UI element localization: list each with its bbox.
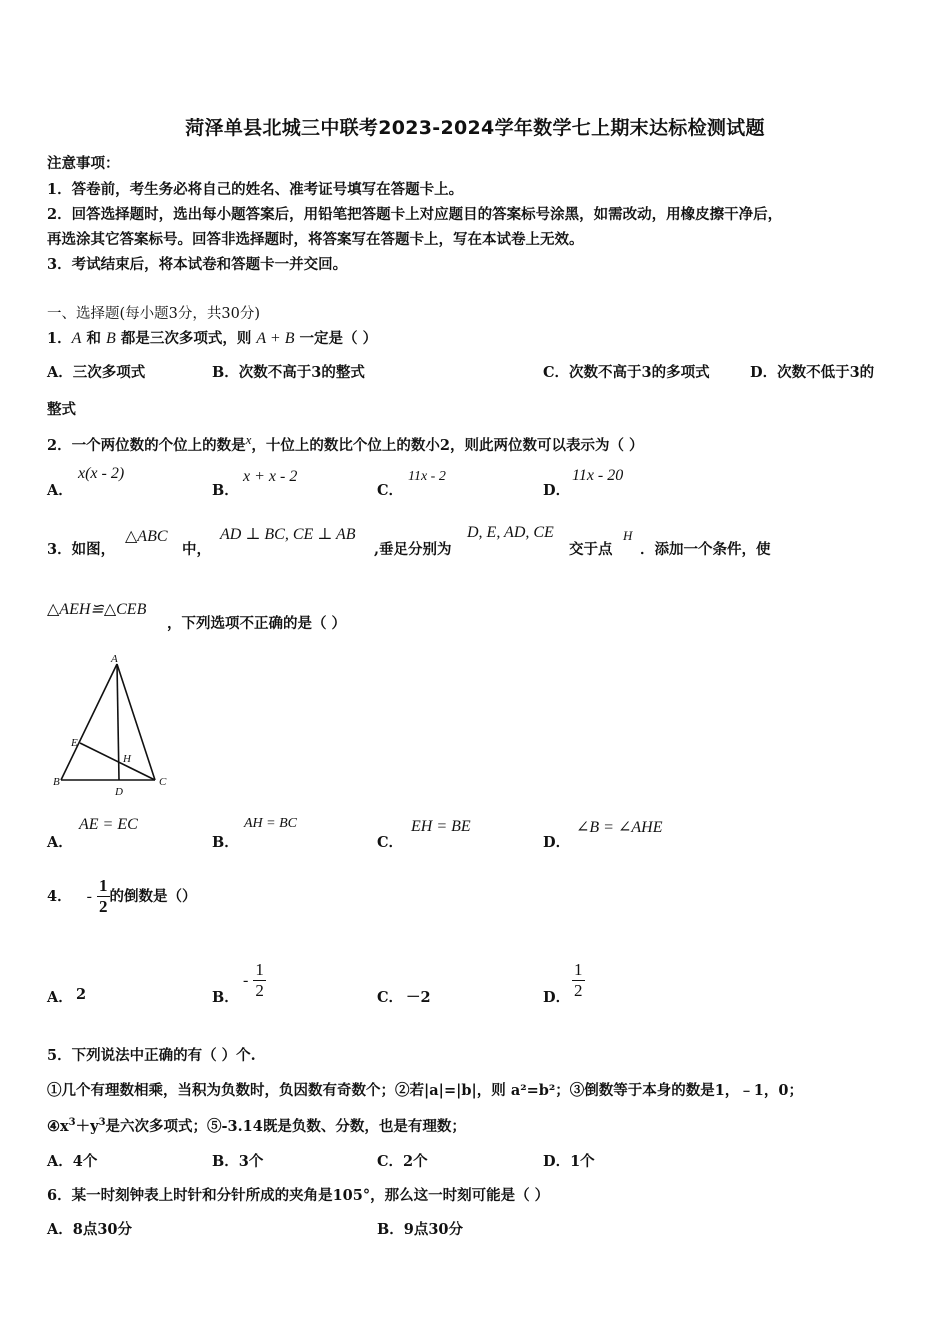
page-title: 菏泽单县北城三中联考2023-2024学年数学七上期末达标检测试题 [185,117,765,139]
question-3-perpendicular: AD ⊥ BC, CE ⊥ AB [220,526,356,543]
question-3-triangle: △ABC [125,528,168,545]
question-3-option-a: AE = EC [79,816,138,833]
question-5-option-c: C．2个 [377,1153,428,1170]
question-3-lead: 3．如图， [47,541,116,558]
question-3-option-a-label: A． [47,834,73,851]
question-4-option-b: - $\frac{1}{2}$ [243,960,264,1000]
altitude-ce [80,743,155,780]
question-5-option-d: D．1个 [543,1153,595,1170]
question-3-text: ．添加一个条件，使 [640,541,771,558]
question-4-option-a-label: A． [47,989,73,1006]
question-2-option-a-label: A． [47,482,73,499]
question-2-option-b: x + x - 2 [243,468,298,485]
label-b: B [53,776,60,788]
label-c: C [159,776,167,788]
question-1-option-c: C．次数不高于3的多项式 [543,364,710,381]
notice-item: 再选涂其它答案标号。回答非选择题时，将答案写在答题卡上，写在本试卷上无效。 [47,231,584,248]
question-2-option-a: x(x - 2) [78,465,125,482]
notice-item: 3．考试结束后，将本试卷和答题卡一并交回。 [47,256,348,273]
question-5-option-b: B．3个 [212,1153,264,1170]
question-4-option-c: －2 [406,989,431,1006]
question-2-option-c: 11x - 2 [408,469,446,484]
question-3-point-h: H [623,528,633,543]
notice-heading: 注意事项： [47,155,120,172]
question-5-statement-2: $④x^3+y^3$是六次多项式；⑤-3.14既是负数、分数，也是有理数； [47,1117,466,1135]
question-3-option-b-label: B． [212,834,239,851]
question-2-option-c-label: C． [377,482,404,499]
label-d: D [115,786,123,798]
question-3-option-d: ∠B = ∠AHE [576,819,663,836]
question-1-option-d: D．次数不低于3的 [750,364,875,381]
question-6-stem: 6．某一时刻钟表上时针和分针所成的夹角是105°，那么这一时刻可能是（ ） [47,1187,550,1204]
question-2-option-d-label: D． [543,482,571,499]
question-2-option-d: 11x - 20 [572,467,624,484]
question-3-option-c-label: C． [377,834,404,851]
question-1-option-d-cont: 整式 [47,401,76,418]
question-2-stem: 2．一个两位数的个位上的数是x，十位上的数比个位上的数小2，则此两位数可以表示为（ ） [47,432,644,454]
question-4-option-d-label: D． [543,989,571,1006]
fraction: $\frac{1}{2}$ [574,960,583,1000]
question-4-stem: 4． - $\frac{1}{2}$ 的倒数是（） [47,876,197,916]
notice-item: 2．回答选择题时，选出每小题答案后，用铅笔把答题卡上对应题目的答案标号涂黑，如需改动，用橡皮擦干净后， [47,206,783,223]
side-ab [61,664,117,780]
label-a: A [111,653,118,665]
question-6-option-a: A．8点30分 [47,1221,133,1238]
question-4-option-d [572,960,585,1001]
fraction: $\frac{1}{2}$ [99,876,108,916]
section-heading: 一、选择题(每小题3分，共30分) [47,306,260,322]
fraction: $\frac{1}{2}$ [255,960,264,1000]
question-3-congruence: △AEH≌△CEB [47,601,147,618]
question-2-option-b-label: B． [212,482,239,499]
question-3-text: ，下列选项不正确的是（ ） [167,615,347,632]
question-5-stem: 5．下列说法中正确的有（ ）个. [47,1047,256,1064]
question-4-option-b-label: B． [212,989,239,1006]
question-3-option-b: AH = BC [244,816,297,831]
question-3-option-d-label: D． [543,834,571,851]
label-h: H [123,753,131,765]
question-4-option-a: 2 [76,986,87,1003]
question-3-option-c: EH = BE [411,818,471,835]
question-3-text: 交于点 [569,541,613,558]
question-5-statement-1: ①几个有理数相乘，当积为负数时，负因数有奇数个；②若|a|=|b|，则 a²=b²；③倒数等于本身的数是1，﹣1，0； [47,1082,803,1099]
question-3-points: D, E, AD, CE [467,524,554,541]
triangle-figure [45,650,185,800]
question-3-text: 中， [182,541,211,558]
question-3-text: ,垂足分别为 [374,541,452,558]
question-5-option-a: A．4个 [47,1153,98,1170]
question-4-option-c-label: C． [377,989,404,1006]
question-1-stem: 1．A 和 B 都是三次多项式，则 A + B 一定是（ ） [47,330,378,347]
question-6-option-b: B．9点30分 [377,1221,464,1238]
notice-item: 1．答卷前，考生务必将自己的姓名、准考证号填写在答题卡上。 [47,181,464,198]
question-1-option-a: A．三次多项式 [47,364,146,381]
label-e: E [71,737,78,749]
question-1-option-b: B．次数不高于3的整式 [212,364,365,381]
